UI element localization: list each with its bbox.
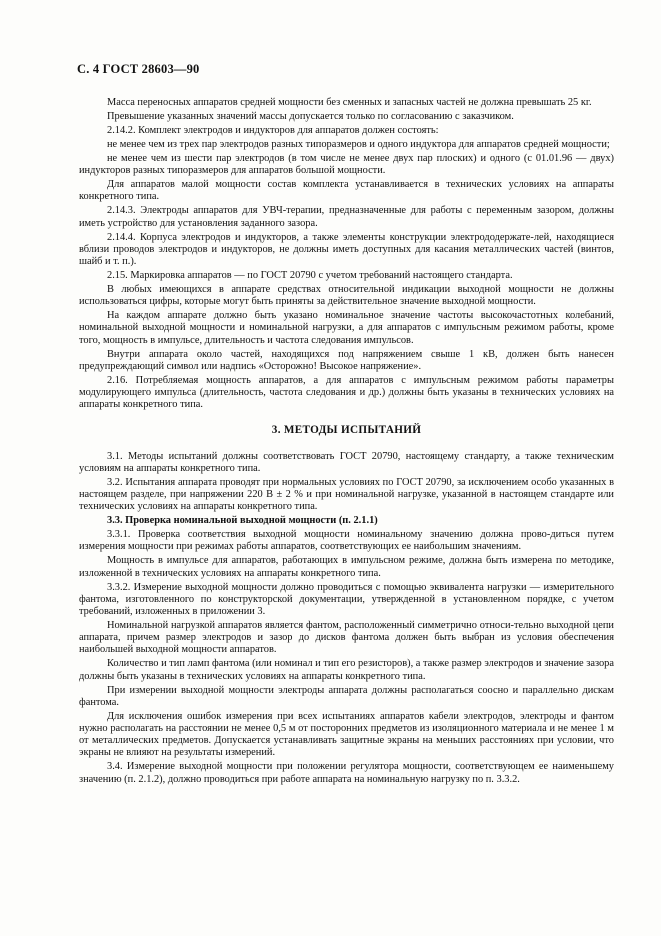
document-body <box>79 97 614 788</box>
paragraph: 2.16. Потребляемая мощность аппаратов, а для аппаратов с импульсным режимом работы параметры модулирующего импульса (длительность, частота следования и др.) должны быть указаны в технических условиях на аппараты конкретного типа. <box>79 374 614 411</box>
subsection-heading: 3.3. Проверка номинальной выходной мощности (п. 2.1.1) <box>107 515 378 527</box>
paragraph: 2.15. Маркировка аппаратов — по ГОСТ 20790 с учетом требований настоящего стандарта. <box>107 270 513 282</box>
page-header: С. 4 ГОСТ 28603—90 <box>77 62 200 76</box>
paragraph: 3.1. Методы испытаний должны соответствовать ГОСТ 20790, настоящему стандарту, а также техническим условиям на аппараты конкретного типа. <box>79 450 614 474</box>
paragraph: не менее чем из трех пар электродов разных типоразмеров и одного индуктора для аппаратов средней мощности; <box>107 139 610 150</box>
paragraph: Количество и тип ламп фантома (или номинал и тип его резисторов), а также размер электродов и значение зазора должны быть указаны в технических условиях на аппараты конкретного типа. <box>79 658 614 682</box>
paragraph: 3.2. Испытания аппарата проводят при нормальных условиях по ГОСТ 20790, за исключением особо указанных в настоящем разделе, при напряжении 220 В ± 2 % и при номинальной нагрузке, указанной в настоящем стандарте или технических условиях на аппараты конкретного типа. <box>79 476 614 513</box>
paragraph: На каждом аппарате должно быть указано номинальное значение частоты высокочастотных колебаний, номинальной выходной мощности и номинальной нагрузки, а для аппаратов с импульсным режимом работы, кроме того, мощность в импульсе, длительность и частота следования импульсов. <box>79 310 614 346</box>
paragraph: В любых имеющихся в аппарате средствах относительной индикации выходной мощности не должны использоваться цифры, которые могут быть приняты за действительное значение выходной мощности. <box>79 284 614 308</box>
paragraph: Внутри аппарата около частей, находящихся под напряжением свыше 1 кВ, должен быть нанесен предупреждающий символ или надпись «Осторожно! Высокое напряжение». <box>79 348 614 372</box>
paragraph: Для аппаратов малой мощности состав комплекта устанавливается в технических условиях на аппараты конкретного типа. <box>79 179 614 203</box>
paragraph: не менее чем из шести пар электродов (в том числе не менее двух пар плоских) и одного (с 01.01.96 — двух) индукторов разных типоразмеров для аппаратов большой мощности. <box>79 153 614 177</box>
paragraph: 2.14.2. Комплект электродов и индукторов для аппаратов должен состоять: <box>107 125 439 136</box>
paragraph: 2.14.4. Корпуса электродов и индукторов, а также элементы конструкции электрододержате-лей, находящиеся вблизи проводов электродов и индукторов, не должны иметь доступных для касания металлических частей (винтов, шайб и т. п.). <box>79 231 614 268</box>
paragraph: Превышение указанных значений массы допускается только по согласованию с заказчиком. <box>107 111 514 122</box>
paragraph: 3.3.1. Проверка соответствия выходной мощности номинальному значению должна прово-диться путем измерения мощности при режимах работы аппаратов, соответствующих ее наибольшим значениям. <box>79 529 614 553</box>
paragraph: Масса переносных аппаратов средней мощности без сменных и запасных частей не должна превышать 25 кг. <box>107 97 592 108</box>
paragraph: 3.4. Измерение выходной мощности при положении регулятора мощности, соответствующем ее наименьшему значению (п. 2.1.2), должно проводиться при работе аппарата на номинальную нагрузку по п. 3.3.2. <box>79 761 614 785</box>
section-title: 3. МЕТОДЫ ИСПЫТАНИЙ <box>271 424 422 437</box>
paragraph: При измерении выходной мощности электроды аппарата должны располагаться соосно и параллельно дискам фантома. <box>79 684 614 708</box>
section-2-continuation <box>79 97 614 411</box>
paragraph: 2.14.3. Электроды аппаратов для УВЧ-терапии, предназначенные для работы с переменным зазором, должны иметь устройство для установления заданного зазора. <box>79 205 614 229</box>
paragraph: Мощность в импульсе для аппаратов, работающих в импульсном режиме, должна быть измерена по методике, изложенной в технических условиях на аппараты конкретного типа. <box>79 555 614 579</box>
section-3-body <box>79 451 614 786</box>
paragraph: Номинальной нагрузкой аппаратов является фантом, расположенный симметрично относи-тельно выходной цепи аппарата, причем размер электродов и зазор до дисков фантома должен быть выбран из условия обеспечения наибольшей выходной мощности аппаратов. <box>79 620 614 656</box>
paragraph: 3.3.2. Измерение выходной мощности должно проводиться с помощью эквивалента нагрузки — измерительного фантома, изготовленного по конструкторской документации, утвержденной в установленном порядке, с учетом требований, изложенных в приложении 3. <box>79 581 614 618</box>
paragraph: Для исключения ошибок измерения при всех испытаниях аппаратов кабели электродов, электроды и фантом нужно располагать на расстоянии не менее 0,5 м от посторонних предметов из изоляционного материала и не менее 1 м от металлических предметов. Допускается устанавливать защитные экраны на меньших расстояниях при условии, что экраны не влияют на результаты измерений. <box>79 710 614 759</box>
